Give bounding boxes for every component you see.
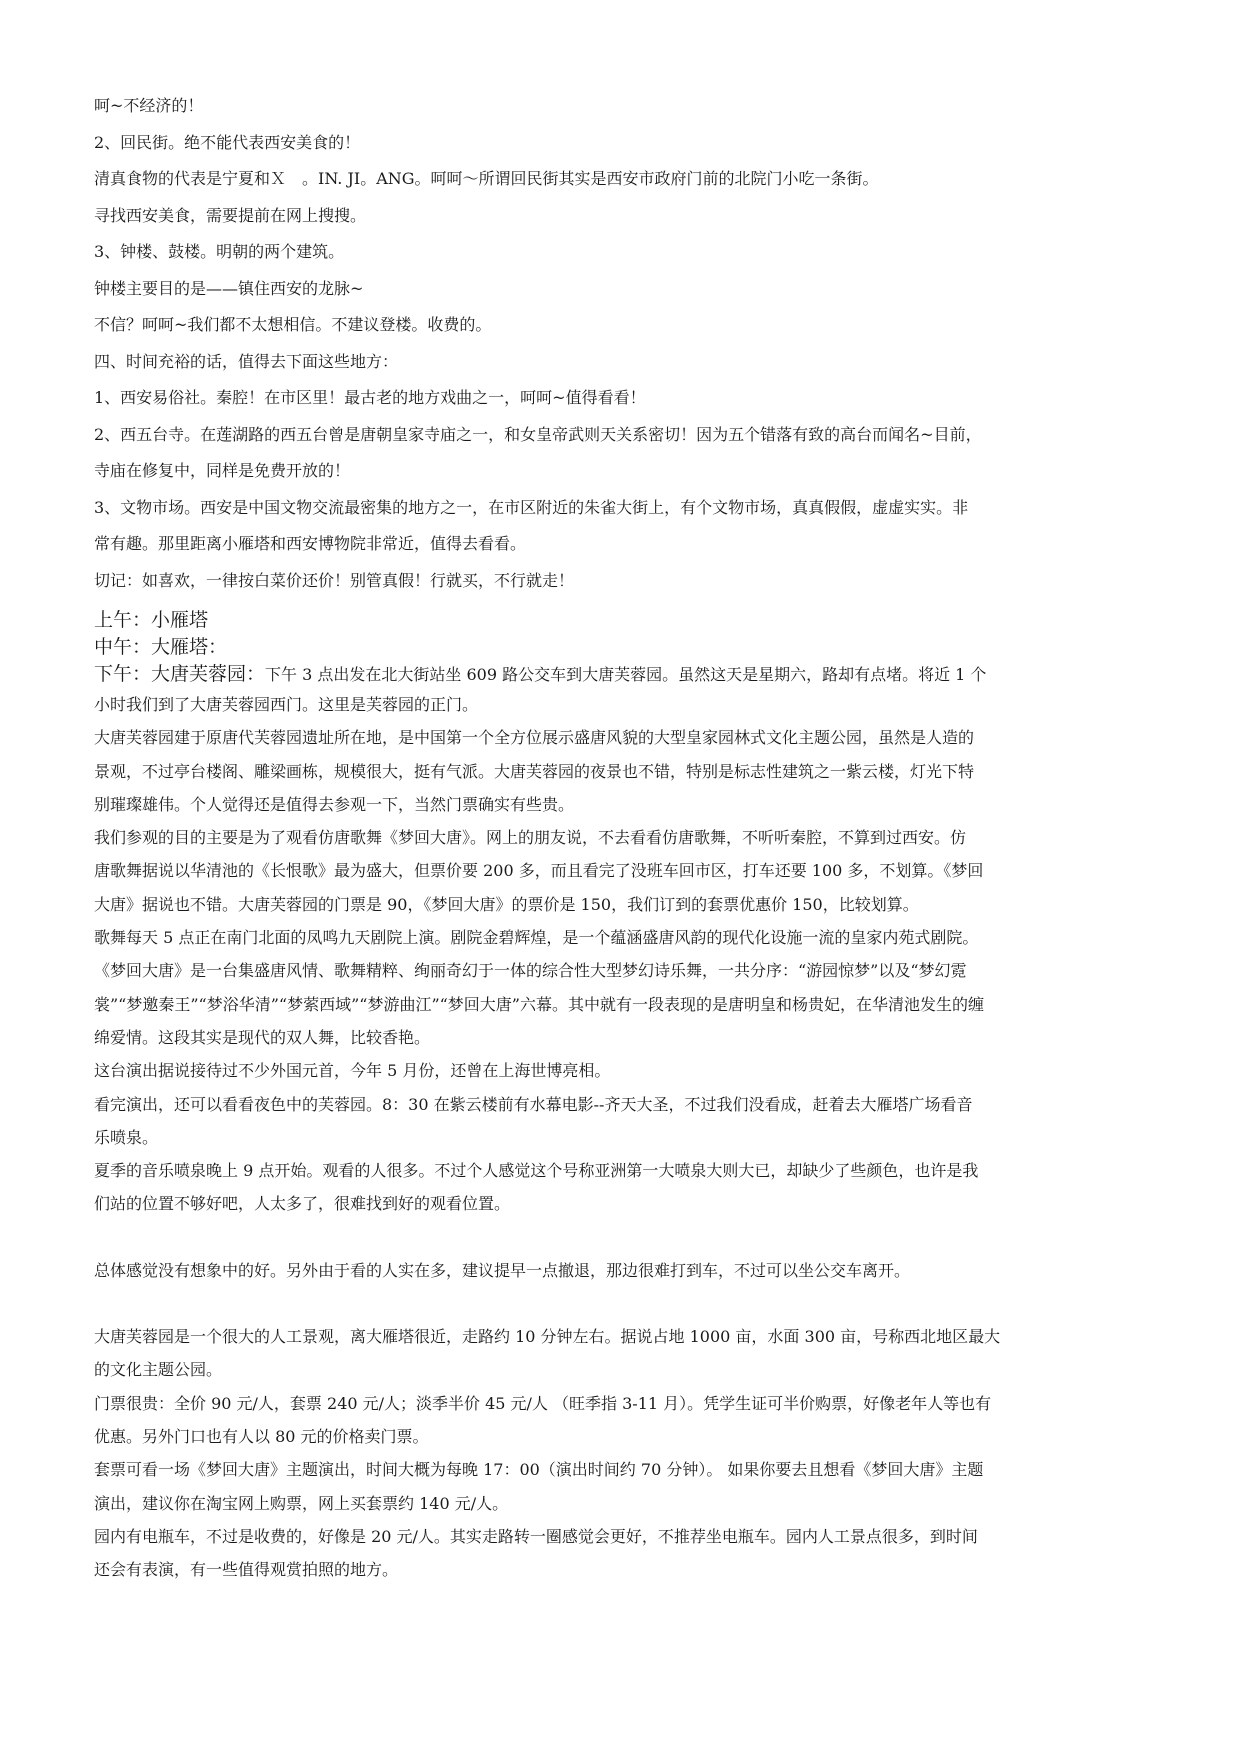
text-line: 景观，不过亭台楼阁、雕梁画栋，规模很大，挺有气派。大唐芙蓉园的夜景也不错，特别是标志性建筑之一紫云楼，灯光下特	[94, 761, 975, 781]
document-page	[94, 88, 1144, 1586]
text-line: 钟楼主要目的是——镇住西安的龙脉~	[94, 278, 364, 298]
text-line: 呵~不经济的！	[94, 96, 204, 115]
text-line: 大唐芙蓉园建于原唐代芙蓉园遗址所在地，是中国第一个全方位展示盛唐风貌的大型皇家园林式文化主题公园，虽然是人造的	[94, 728, 975, 748]
text-line: 绵爱情。这段其实是现代的双人舞，比较香艳。	[94, 1027, 431, 1047]
schedule-noon: 中午：大雁塔：	[94, 636, 228, 658]
text-line: 寺庙在修复中，同样是免费开放的！	[94, 461, 351, 480]
schedule-afternoon-text: 下午 3 点出发在北大街站坐 609 路公交车到大唐芙蓉园。虽然这天是星期六，路却有点堵。将近 1 个	[265, 665, 987, 684]
text-line: 不信？呵呵~我们都不太想相信。不建议登楼。收费的。	[94, 315, 492, 334]
paragraph-spacer	[94, 1287, 1144, 1320]
text-line: 套票可看一场《梦回大唐》主题演出，时间大概为每晚 17：00（演出时间约 70 分钟）。 如果你要去且想看《梦回大唐》主题	[94, 1460, 984, 1480]
text-line: 的文化主题公园。	[94, 1360, 223, 1380]
text-line: 2、回民街。绝不能代表西安美食的！	[94, 132, 361, 152]
text-line: 切记：如喜欢，一律按白菜价还价！别管真假！行就买，不行就走！	[94, 570, 575, 590]
text-line: 别璀璨雄伟。个人觉得还是值得去参观一下，当然门票确实有些贵。	[94, 794, 575, 814]
text-line: 四、时间充裕的话，值得去下面这些地方：	[94, 351, 399, 371]
text-line: 清真食物的代表是宁夏和Ｘ 。IN. JI。ANG。呵呵～所谓回民街其实是西安市政府门前的北院门小吃一条街。	[94, 169, 879, 188]
text-line: 们站的位置不够好吧，人太多了，很难找到好的观看位置。	[94, 1194, 511, 1214]
text-line: 夏季的音乐喷泉晚上 9 点开始。观看的人很多。不过个人感觉这个号称亚洲第一大喷泉大则大已，却缺少了些颜色，也许是我	[94, 1161, 979, 1181]
text-line: 看完演出，还可以看看夜色中的芙蓉园。8：30 在紫云楼前有水幕电影--齐天大圣，不过我们没看成，赶着去大雁塔广场看音	[94, 1094, 973, 1114]
text-line: 《梦回大唐》是一台集盛唐风情、歌舞精粹、绚丽奇幻于一体的综合性大型梦幻诗乐舞，一共分序：“游园惊梦”以及“梦幻霓	[94, 961, 967, 981]
text-line: 园内有电瓶车，不过是收费的，好像是 20 元/人。其实走路转一圈感觉会更好，不推荐坐电瓶车。园内人工景点很多，到时间	[94, 1526, 978, 1546]
text-line: 歌舞每天 5 点正在南门北面的凤鸣九天剧院上演。剧院金碧辉煌，是一个蕴涵盛唐风韵的现代化设施一流的皇家内苑式剧院。	[94, 928, 979, 948]
text-line: 总体感觉没有想象中的好。另外由于看的人实在多，建议提早一点撤退，那边很难打到车，不过可以坐公交车离开。	[94, 1260, 911, 1280]
text-line: 这台演出据说接待过不少外国元首，今年 5 月份，还曾在上海世博亮相。	[94, 1061, 611, 1081]
schedule-morning: 上午：小雁塔	[94, 609, 209, 631]
text-line: 1、西安易俗社。秦腔！在市区里！最古老的地方戏曲之一，呵呵~值得看看！	[94, 388, 646, 407]
text-line: 优惠。另外门口也有人以 80 元的价格卖门票。	[94, 1426, 429, 1446]
text-line: 乐喷泉。	[94, 1127, 159, 1147]
travel-tips-section	[94, 88, 1144, 599]
text-line: 2、西五台寺。在莲湖路的西五台曾是唐朝皇家寺庙之一，和女皇帝武则天关系密切！因为五个错落有致的高台而闻名~目前，	[94, 424, 982, 444]
text-line: 演出，建议你在淘宝网上购票，网上买套票约 140 元/人。	[94, 1493, 509, 1513]
text-line: 门票很贵：全价 90 元/人，套票 240 元/人；淡季半价 45 元/人 （旺季指 3-11 月）。凭学生证可半价购票，好像老年人等也有	[94, 1393, 992, 1413]
text-line: 大唐芙蓉园是一个很大的人工景观，离大雁塔很近，走路约 10 分钟左右。据说占地 1000 亩，水面 300 亩，号称西北地区最大	[94, 1327, 1001, 1347]
text-line: 常有趣。那里距离小雁塔和西安博物院非常近，值得去看看。	[94, 534, 527, 553]
text-line: 唐歌舞据说以华清池的《长恨歌》最为盛大，但票价要 200 多，而且看完了没班车回市区，打车还要 100 多，不划算。《梦回	[94, 861, 984, 881]
paragraph-spacer	[94, 1221, 1144, 1254]
text-line: 裳”“梦邀秦王”“梦浴华清”“梦萦西域”“梦游曲江”“梦回大唐”六幕。其中就有一段表现的是唐明皇和杨贵妃，在华清池发生的缠	[94, 994, 984, 1014]
text-line: 大唐》据说也不错。大唐芙蓉园的门票是 90，《梦回大唐》的票价是 150，我们订到的套票优惠价 150，比较划算。	[94, 894, 919, 914]
text-line: 3、文物市场。西安是中国文物交流最密集的地方之一，在市区附近的朱雀大街上，有个文物市场，真真假假，虚虚实实。非	[94, 497, 969, 517]
text-line: 3、钟楼、鼓楼。明朝的两个建筑。	[94, 242, 345, 261]
schedule-afternoon	[94, 661, 1144, 688]
itinerary-section	[94, 607, 1144, 1586]
schedule-afternoon-label: 下午：大唐芙蓉园：	[94, 663, 266, 685]
text-line: 小时我们到了大唐芙蓉园西门。这里是芙蓉园的正门。	[94, 695, 479, 714]
text-line: 我们参观的目的主要是为了观看仿唐歌舞《梦回大唐》。网上的朋友说，不去看看仿唐歌舞，不听听秦腔，不算到过西安。仿	[94, 828, 967, 848]
text-line: 还会有表演，有一些值得观赏拍照的地方。	[94, 1560, 399, 1580]
text-line: 寻找西安美食，需要提前在网上搜搜。	[94, 205, 367, 225]
